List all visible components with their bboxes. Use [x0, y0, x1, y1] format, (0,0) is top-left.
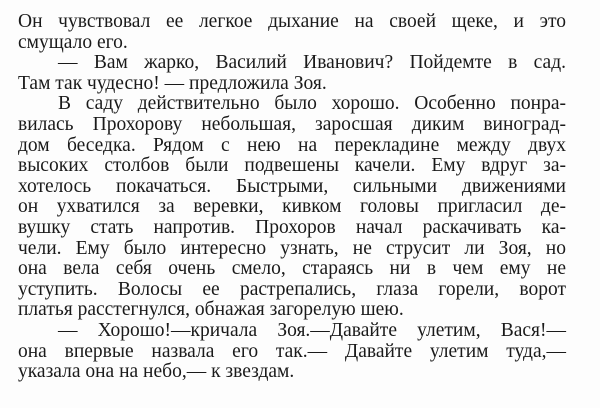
text-line: она впервые назвала его так.— Давайте улетим туда,—: [18, 340, 566, 362]
text-line: она вела себя очень смело, стараясь ни в чем ему не: [18, 258, 566, 280]
text-line: В саду действительно было хорошо. Особенно понра-: [58, 93, 566, 115]
text-line: хотелось покачаться. Быстрыми, сильными движениями: [18, 175, 566, 197]
text-line: высоких столбов были подвешены качели. Ему вдруг за-: [18, 155, 566, 177]
text-line: указала она на небо,— к звездам.: [18, 361, 295, 383]
text-line: смущало его.: [18, 31, 128, 53]
text-line: чели. Ему было интересно узнать, не струсит ли Зоя, но: [18, 237, 566, 259]
text-line: Он чувствовал ее легкое дыхание на своей щеке, и это: [18, 11, 566, 32]
text-line: он ухватился за веревки, кивком головы пригласил де-: [18, 196, 566, 218]
text-line: — Хорошо!—кричала Зоя.—Давайте улетим, Вася!—: [58, 319, 566, 341]
text-line: платья расстегнулся, обнажая загорелую шею.: [18, 299, 404, 321]
text-line: дом беседка. Рядом с нею на перекладине между двух: [18, 134, 566, 156]
text-line: Там так чудесно! — предложила Зоя.: [18, 72, 327, 94]
text-line: вилась Прохорову небольшая, заросшая диким виноград-: [18, 113, 566, 135]
text-line: вушку стать напротив. Прохоров начал раскачивать ка-: [18, 216, 566, 238]
text-line: уступить. Волосы ее растрепались, глаза горели, ворот: [18, 278, 566, 300]
text-line: — Вам жарко, Василий Иванович? Пойдемте в сад.: [58, 52, 566, 74]
page-text: [18, 12, 566, 383]
